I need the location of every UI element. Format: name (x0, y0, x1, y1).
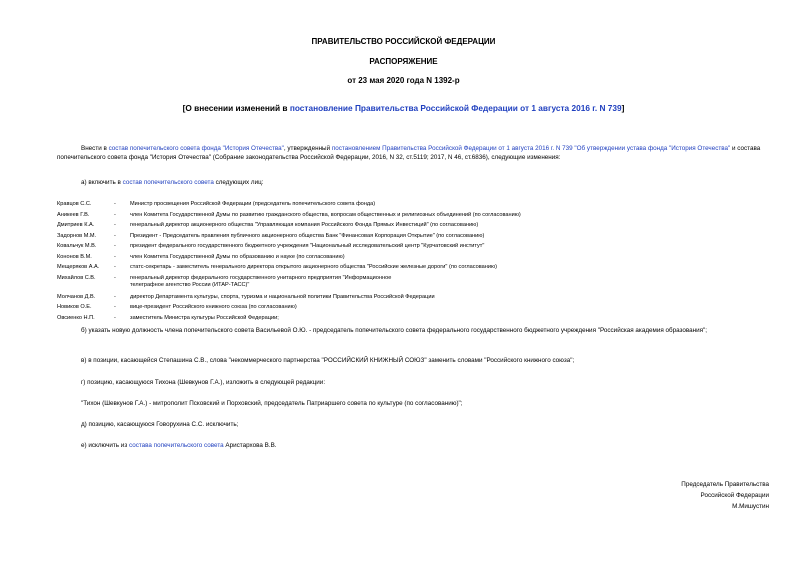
signature-title: Председатель Правительства (681, 481, 769, 488)
signature-org: Российской Федерации (700, 492, 769, 499)
member-dash: - (114, 314, 116, 321)
member-name: Задорнов М.М. (57, 232, 97, 239)
member-name: Аникеев Г.В. (57, 211, 90, 218)
member-desc: статс-секретарь - заместитель генерального директора открытого акционерного общества "Российские железные дороги" (по согласованию) (130, 264, 498, 270)
member-desc: член Комитета Государственной Думы по развитию гражданского общества, вопросам общественных и религиозных объединений (по согласованию) (130, 211, 521, 218)
signature-name: М.Мишустин (732, 503, 769, 510)
member-dash: - (114, 274, 116, 281)
member-name: Кононов В.М. (57, 253, 92, 260)
intro-link-council[interactable]: состав попечительского совета фонда "История Отечества" (108, 145, 284, 152)
item-a (81, 178, 793, 187)
member-name: Новиков О.Е. (57, 304, 92, 310)
header-government: ПРАВИТЕЛЬСТВО РОССИЙСКОЙ ФЕДЕРАЦИИ (311, 37, 496, 46)
member-desc: генеральный директор акционерного общества "Управляющая компания Российского Фонда Прямых Инвестиций" (по согласованию) (130, 222, 479, 228)
member-desc: президент федерального государственного бюджетного учреждения "Национальный исследовательский центр "Курчатовский институт" (130, 243, 485, 249)
header-doc-type: РАСПОРЯЖЕНИЕ (369, 57, 438, 66)
item-e-link[interactable]: состава попечительского совета (128, 442, 224, 449)
member-desc: генеральный директор федерального государственного унитарного предприятия "Информационное телеграфное агентство России (ИТАР-ТАСС)" (130, 274, 392, 288)
intro-text-1: Внести в (81, 145, 109, 152)
member-dash: - (114, 222, 116, 228)
item-a-text-1: а) включить в (81, 179, 123, 186)
title-prefix: [О внесении изменений в (182, 103, 290, 113)
title-link[interactable]: постановление Правительства Российской Федерации от 1 августа 2016 г. N 739 (289, 103, 622, 113)
member-name: Кравцов С.С. (57, 201, 92, 207)
member-dash: - (114, 264, 116, 270)
intro-link-resolution[interactable]: постановлением Правительства Российской Федерации от 1 августа 2016 г. N 739 "Об утверждении устава фонда "История Отечества" (331, 145, 731, 152)
member-name: Молчанов Д.В. (57, 293, 96, 300)
member-desc: член Комитета Государственной Думы по образованию и науке (по согласованию) (130, 253, 345, 260)
header-date-number: от 23 мая 2020 года N 1392-р (347, 76, 460, 85)
item-g: г) позицию, касающуюся Тихона (Шевкунов Г.А.), изложить в следующей редакции: (81, 379, 326, 386)
member-dash: - (114, 304, 116, 310)
member-name: Михайлов С.В. (57, 274, 96, 281)
member-dash: - (114, 243, 116, 249)
member-desc: Президент - Председатель правления публичного акционерного общества Банк "Финансовая Корпорация Открытие" (по согласованию) (130, 232, 485, 239)
member-name: Мещеряков А.А. (57, 264, 100, 270)
intro-text-2: , утвержденный (283, 145, 332, 152)
item-e-text-2: Аристархова В.В. (223, 442, 277, 449)
member-desc: заместитель Министра культуры Российской Федерации; (130, 314, 279, 321)
intro-text-3: и состава попечительского совета фонда "История Отечества" (Собрание законодательства Российской Федерации, 2016, N 32, ст.5119; 2017, N 46, ст.6836), следующие изменения: (57, 145, 761, 161)
title-suffix: ] (621, 103, 625, 113)
member-desc: Министр просвещения Российской Федерации (председатель попечительского совета фонда) (130, 201, 376, 207)
item-d: д) позицию, касающуюся Говорухина С.С. исключить; (81, 421, 239, 428)
document-title (0, 103, 807, 113)
item-b: б) указать новую должность члена попечительского совета Васильевой О.Ю. - председатель попечительского совета федерального государственного бюджетного учреждения "Российская академия образования"; (81, 327, 708, 334)
member-dash: - (114, 211, 116, 218)
item-a-text-2: следующих лиц: (213, 179, 264, 186)
member-desc: директор Департамента культуры, спорта, туризма и национальной политики Правительства Российской Федерации (130, 293, 435, 300)
item-e-text-1: е) исключить из (81, 442, 129, 449)
member-dash: - (114, 232, 116, 239)
member-name: Дмитриев К.А. (57, 222, 95, 228)
item-a-link[interactable]: состав попечительского совета (122, 179, 214, 186)
member-dash: - (114, 293, 116, 300)
member-name: Ковальчук М.В. (57, 243, 97, 249)
item-g-quote: "Тихон (Шевкунов Г.А.) - митрополит Псковский и Порховский, председатель Патриаршего совета по культуре (по согласованию)"; (81, 400, 463, 407)
item-v: в) в позиции, касающейся Степашина С.В., слова "некоммерческого партнерства "РОССИЙСКИЙ КНИЖНЫЙ СОЮЗ" заменить словами "Российского книжного союза"; (81, 357, 575, 364)
member-dash: - (114, 253, 116, 260)
intro-paragraph (57, 144, 769, 162)
member-desc: вице-президент Российского книжного союза (по согласованию) (130, 304, 297, 310)
member-dash: - (114, 201, 116, 207)
item-e (81, 441, 793, 450)
member-name: Овсиенко Н.П. (57, 314, 95, 321)
